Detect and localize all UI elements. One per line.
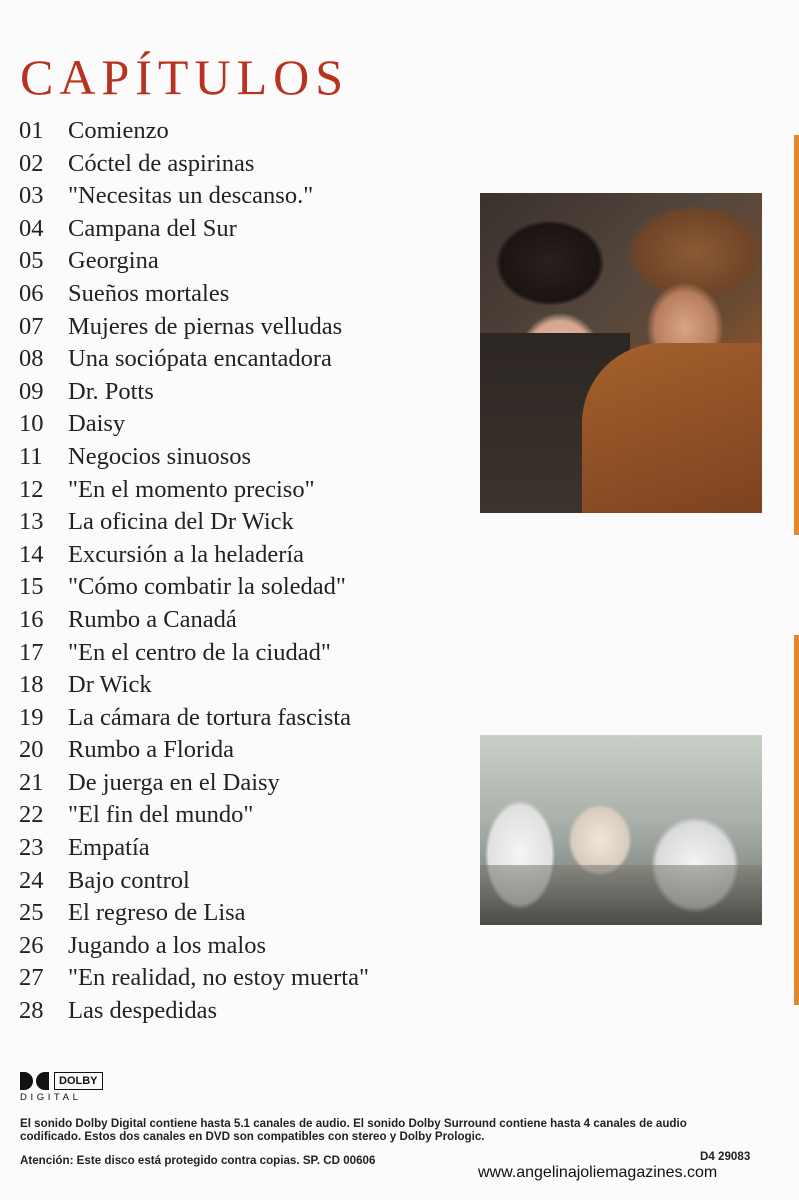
chapter-title: Dr Wick: [68, 671, 152, 699]
chapter-item: [19, 376, 469, 409]
chapter-title: "En realidad, no estoy muerta": [68, 964, 369, 992]
chapter-number: 15: [19, 573, 44, 601]
chapter-title: Comienzo: [68, 117, 169, 144]
chapter-title: Jugando a los malos: [68, 931, 267, 959]
copy-protection-note: Atención: Este disco está protegido contra copias. SP. CD 00606: [20, 1154, 376, 1167]
chapter-title: Negocios sinuosos: [68, 442, 252, 470]
chapter-title: Mujeres de piernas velludas: [68, 312, 343, 340]
page-title: CAPÍTULOS: [20, 48, 350, 105]
dolby-double-d-icon: [20, 1072, 50, 1090]
chapter-item: [19, 148, 469, 181]
chapter-item: [19, 734, 469, 767]
chapter-title: Empatía: [68, 834, 150, 862]
chapter-number: 06: [19, 279, 44, 307]
chapter-title: Georgina: [68, 247, 159, 275]
chapter-title: "En el momento preciso": [68, 475, 315, 503]
chapter-number: 21: [19, 768, 44, 796]
dolby-brand-label: DOLBY: [54, 1072, 103, 1090]
chapter-item: [19, 702, 469, 735]
dolby-digital-label: DIGITAL: [20, 1092, 82, 1103]
chapter-number: 09: [19, 377, 44, 405]
catalog-code: D4 29083: [700, 1150, 751, 1163]
edge-accent-bar: [794, 135, 799, 535]
film-still-photo: [480, 735, 762, 925]
chapter-item: [19, 506, 469, 539]
audio-note: El sonido Dolby Digital contiene hasta 5.1 canales de audio. El sonido Dolby Surround contiene hasta 4 canales de audio codificado. Estos dos canales en DVD son compatibles con stereo y Dolby Prologic.: [20, 1117, 687, 1143]
chapter-number: 22: [19, 801, 44, 829]
chapter-item: [19, 278, 469, 311]
chapter-number: 16: [19, 605, 44, 633]
chapter-item: [19, 995, 469, 1028]
chapter-title: Sueños mortales: [68, 279, 230, 307]
chapter-number: 28: [19, 997, 44, 1025]
chapter-title: Rumbo a Canadá: [68, 605, 237, 633]
chapter-title: Cóctel de aspirinas: [68, 149, 255, 177]
chapter-title: Las despedidas: [68, 997, 217, 1025]
chapter-number: 10: [19, 410, 44, 438]
chapter-number: 12: [19, 475, 44, 503]
chapter-item: [19, 571, 469, 604]
chapter-item: [19, 865, 469, 898]
film-still-photo: [480, 193, 762, 513]
chapter-title: Dr. Potts: [68, 377, 154, 405]
chapter-number: 07: [19, 312, 44, 340]
chapter-item: [19, 474, 469, 507]
chapter-title: Una sociópata encantadora: [68, 345, 332, 373]
chapter-item: [19, 213, 469, 246]
chapter-title: Bajo control: [68, 866, 190, 894]
chapter-title: Excursión a la heladería: [68, 540, 305, 568]
chapter-item: [19, 245, 469, 278]
chapter-number: 27: [19, 964, 44, 992]
edge-accent-bar: [794, 635, 799, 1005]
chapter-item: [19, 930, 469, 963]
chapter-title: Daisy: [68, 410, 126, 438]
chapter-title: "Necesitas un descanso.": [68, 182, 314, 210]
chapter-title: "En el centro de la ciudad": [68, 638, 331, 666]
chapter-title: De juerga en el Daisy: [68, 768, 280, 796]
chapter-number: 26: [19, 931, 44, 959]
chapter-item: [19, 343, 469, 376]
chapter-title: Campana del Sur: [68, 214, 237, 242]
chapter-number: 17: [19, 638, 44, 666]
chapter-item: [19, 962, 469, 995]
chapter-title: "Cómo combatir la soledad": [68, 573, 346, 601]
chapter-item: [19, 115, 469, 148]
chapter-number: 23: [19, 834, 44, 862]
chapter-number: 01: [19, 117, 44, 144]
chapter-item: [19, 180, 469, 213]
chapter-item: [19, 799, 469, 832]
chapter-number: 05: [19, 247, 44, 275]
chapter-item: [19, 604, 469, 637]
chapter-number: 19: [19, 703, 44, 731]
chapter-number: 14: [19, 540, 44, 568]
chapter-number: 04: [19, 214, 44, 242]
website-watermark: www.angelinajoliemagazines.com: [478, 1164, 718, 1181]
chapter-list: [19, 115, 469, 1028]
chapter-number: 13: [19, 508, 44, 536]
chapter-item: [19, 669, 469, 702]
chapter-number: 25: [19, 899, 44, 927]
chapter-item: [19, 637, 469, 670]
chapter-title: "El fin del mundo": [68, 801, 254, 829]
chapter-number: 08: [19, 345, 44, 373]
chapter-item: [19, 408, 469, 441]
chapter-number: 18: [19, 671, 44, 699]
chapter-title: La cámara de tortura fascista: [68, 703, 351, 731]
chapter-item: [19, 539, 469, 572]
chapter-item: [19, 441, 469, 474]
chapter-item: [19, 311, 469, 344]
chapter-title: El regreso de Lisa: [68, 899, 246, 927]
chapter-number: 11: [19, 442, 43, 470]
chapter-number: 24: [19, 866, 44, 894]
chapter-item: [19, 897, 469, 930]
chapter-item: [19, 767, 469, 800]
dolby-digital-logo: [20, 1071, 115, 1105]
chapter-number: 02: [19, 149, 44, 177]
chapter-number: 20: [19, 736, 44, 764]
chapter-title: Rumbo a Florida: [68, 736, 235, 764]
chapter-number: 03: [19, 182, 44, 210]
chapter-item: [19, 832, 469, 865]
chapter-title: La oficina del Dr Wick: [68, 508, 294, 536]
